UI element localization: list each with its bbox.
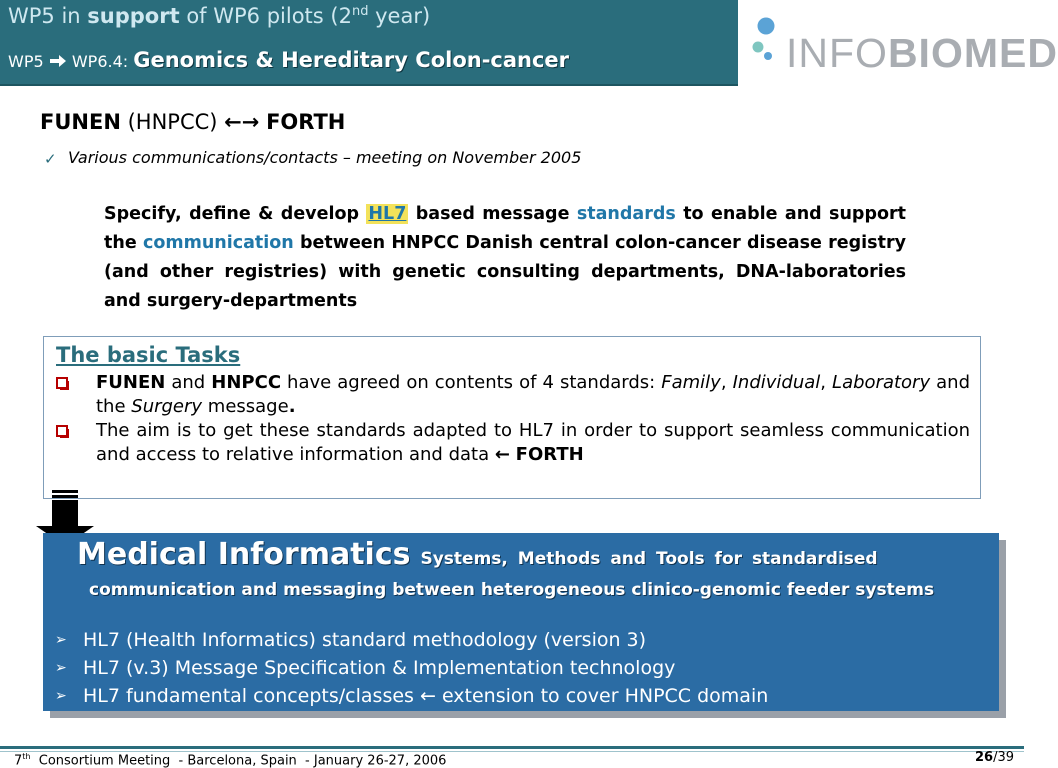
panel-item: HL7 fundamental concepts/classes ← extension to cover HNPCC domain bbox=[83, 685, 769, 707]
page-number bbox=[975, 750, 1014, 765]
footer-meeting: Consortium Meeting - Barcelona, Spain - January 26-27, 2006 bbox=[30, 753, 447, 768]
logo-text-light: INFO bbox=[786, 30, 888, 76]
title-bold: support bbox=[87, 4, 180, 28]
checkmark-icon: ✓ bbox=[44, 150, 57, 168]
arrowhead-bullet-icon: ➢ bbox=[55, 632, 67, 648]
page-current: 26 bbox=[974, 750, 994, 765]
bidirectional-arrow-icon: ←→ bbox=[224, 110, 260, 134]
right-arrow-icon bbox=[49, 54, 67, 68]
panel-subtitle-2: communication and messaging between heterogeneous clinico-genomic feeder systems bbox=[89, 580, 935, 600]
arrowhead-bullet-icon: ➢ bbox=[55, 688, 67, 704]
arrowhead-bullet-icon: ➢ bbox=[55, 660, 67, 676]
logo-dots-icon bbox=[744, 8, 786, 78]
footer-sup: th bbox=[22, 752, 31, 761]
funen-forth-heading bbox=[40, 110, 345, 134]
medical-informatics-panel bbox=[43, 533, 999, 711]
task-run: FUNEN bbox=[96, 372, 166, 393]
title-banner bbox=[0, 0, 738, 86]
forth-label: FORTH bbox=[266, 110, 346, 134]
objective-paragraph bbox=[104, 200, 906, 316]
task-run: ← bbox=[494, 444, 510, 465]
title-sup: nd bbox=[351, 4, 369, 19]
footer-text bbox=[14, 752, 446, 768]
task-run: Surgery bbox=[131, 396, 203, 417]
task-run: , bbox=[820, 372, 833, 393]
task-item bbox=[96, 419, 970, 467]
footer-rule bbox=[0, 746, 1024, 749]
slide-title bbox=[8, 4, 430, 28]
task-item bbox=[96, 371, 970, 419]
task-run: The aim is to get these standards adapted to HL7 in order to support seamless communication and access to relative information and data bbox=[96, 420, 970, 465]
footer-meeting-number: 7 bbox=[14, 753, 23, 768]
subtitle-wp64: WP6.4: bbox=[71, 52, 129, 71]
contacts-line: Various communications/contacts – meeting on November 2005 bbox=[68, 148, 582, 167]
paragraph-run: between HNPCC Danish central colon-cancer disease registry (and other registries) with genetic consulting departments, DNA-laboratories and surgery-departments bbox=[104, 233, 906, 311]
checkbox-bullet-icon bbox=[56, 377, 70, 391]
funen-label: FUNEN bbox=[40, 110, 121, 134]
basic-tasks-box bbox=[43, 336, 981, 499]
title-prefix: WP5 in bbox=[8, 4, 88, 28]
slide-subtitle bbox=[8, 48, 569, 72]
paragraph-run: communication bbox=[142, 233, 294, 253]
subtitle-topic: Genomics & Hereditary Colon-cancer bbox=[133, 48, 570, 72]
infobiomed-logo bbox=[744, 8, 1058, 78]
panel-item: HL7 (v.3) Message Specification & Implementation technology bbox=[83, 657, 676, 679]
task-run: . bbox=[288, 396, 296, 417]
task-run: HNPCC bbox=[211, 372, 282, 393]
title-suffix: year) bbox=[368, 4, 431, 28]
panel-title: Medical Informatics bbox=[77, 537, 411, 572]
task-run: message bbox=[202, 396, 289, 417]
panel-item: HL7 (Health Informatics) standard methodology (version 3) bbox=[83, 629, 647, 651]
task-run: and the bbox=[96, 372, 971, 417]
title-mid: of WP6 pilots (2 bbox=[179, 4, 352, 28]
logo-text-bold: BIOMED bbox=[887, 30, 1058, 76]
paragraph-run: based message bbox=[408, 204, 577, 224]
page-total: /39 bbox=[993, 750, 1014, 765]
basic-tasks-title: The basic Tasks bbox=[56, 343, 241, 367]
paragraph-run: to enable and support the bbox=[104, 204, 907, 253]
panel-subtitle-1: Systems, Methods and Tools for standardised bbox=[420, 549, 878, 569]
checkbox-bullet-icon bbox=[56, 425, 70, 439]
task-run: Individual bbox=[732, 372, 821, 393]
task-run: Laboratory bbox=[832, 372, 931, 393]
panel-heading bbox=[77, 537, 981, 573]
task-run: FORTH bbox=[515, 444, 584, 465]
task-run: and bbox=[165, 372, 212, 393]
paragraph-run: standards bbox=[576, 204, 676, 224]
paragraph-run: HL7 bbox=[368, 204, 407, 224]
task-run: , bbox=[720, 372, 733, 393]
task-run: have agreed on contents of 4 standards: bbox=[281, 372, 662, 393]
hnpcc-label: (HNPCC) bbox=[127, 110, 218, 134]
task-run: Family bbox=[661, 372, 721, 393]
subtitle-wp5: WP5 bbox=[8, 52, 44, 71]
logo-text bbox=[786, 30, 1058, 77]
paragraph-run: Specify, define & develop bbox=[104, 204, 367, 224]
